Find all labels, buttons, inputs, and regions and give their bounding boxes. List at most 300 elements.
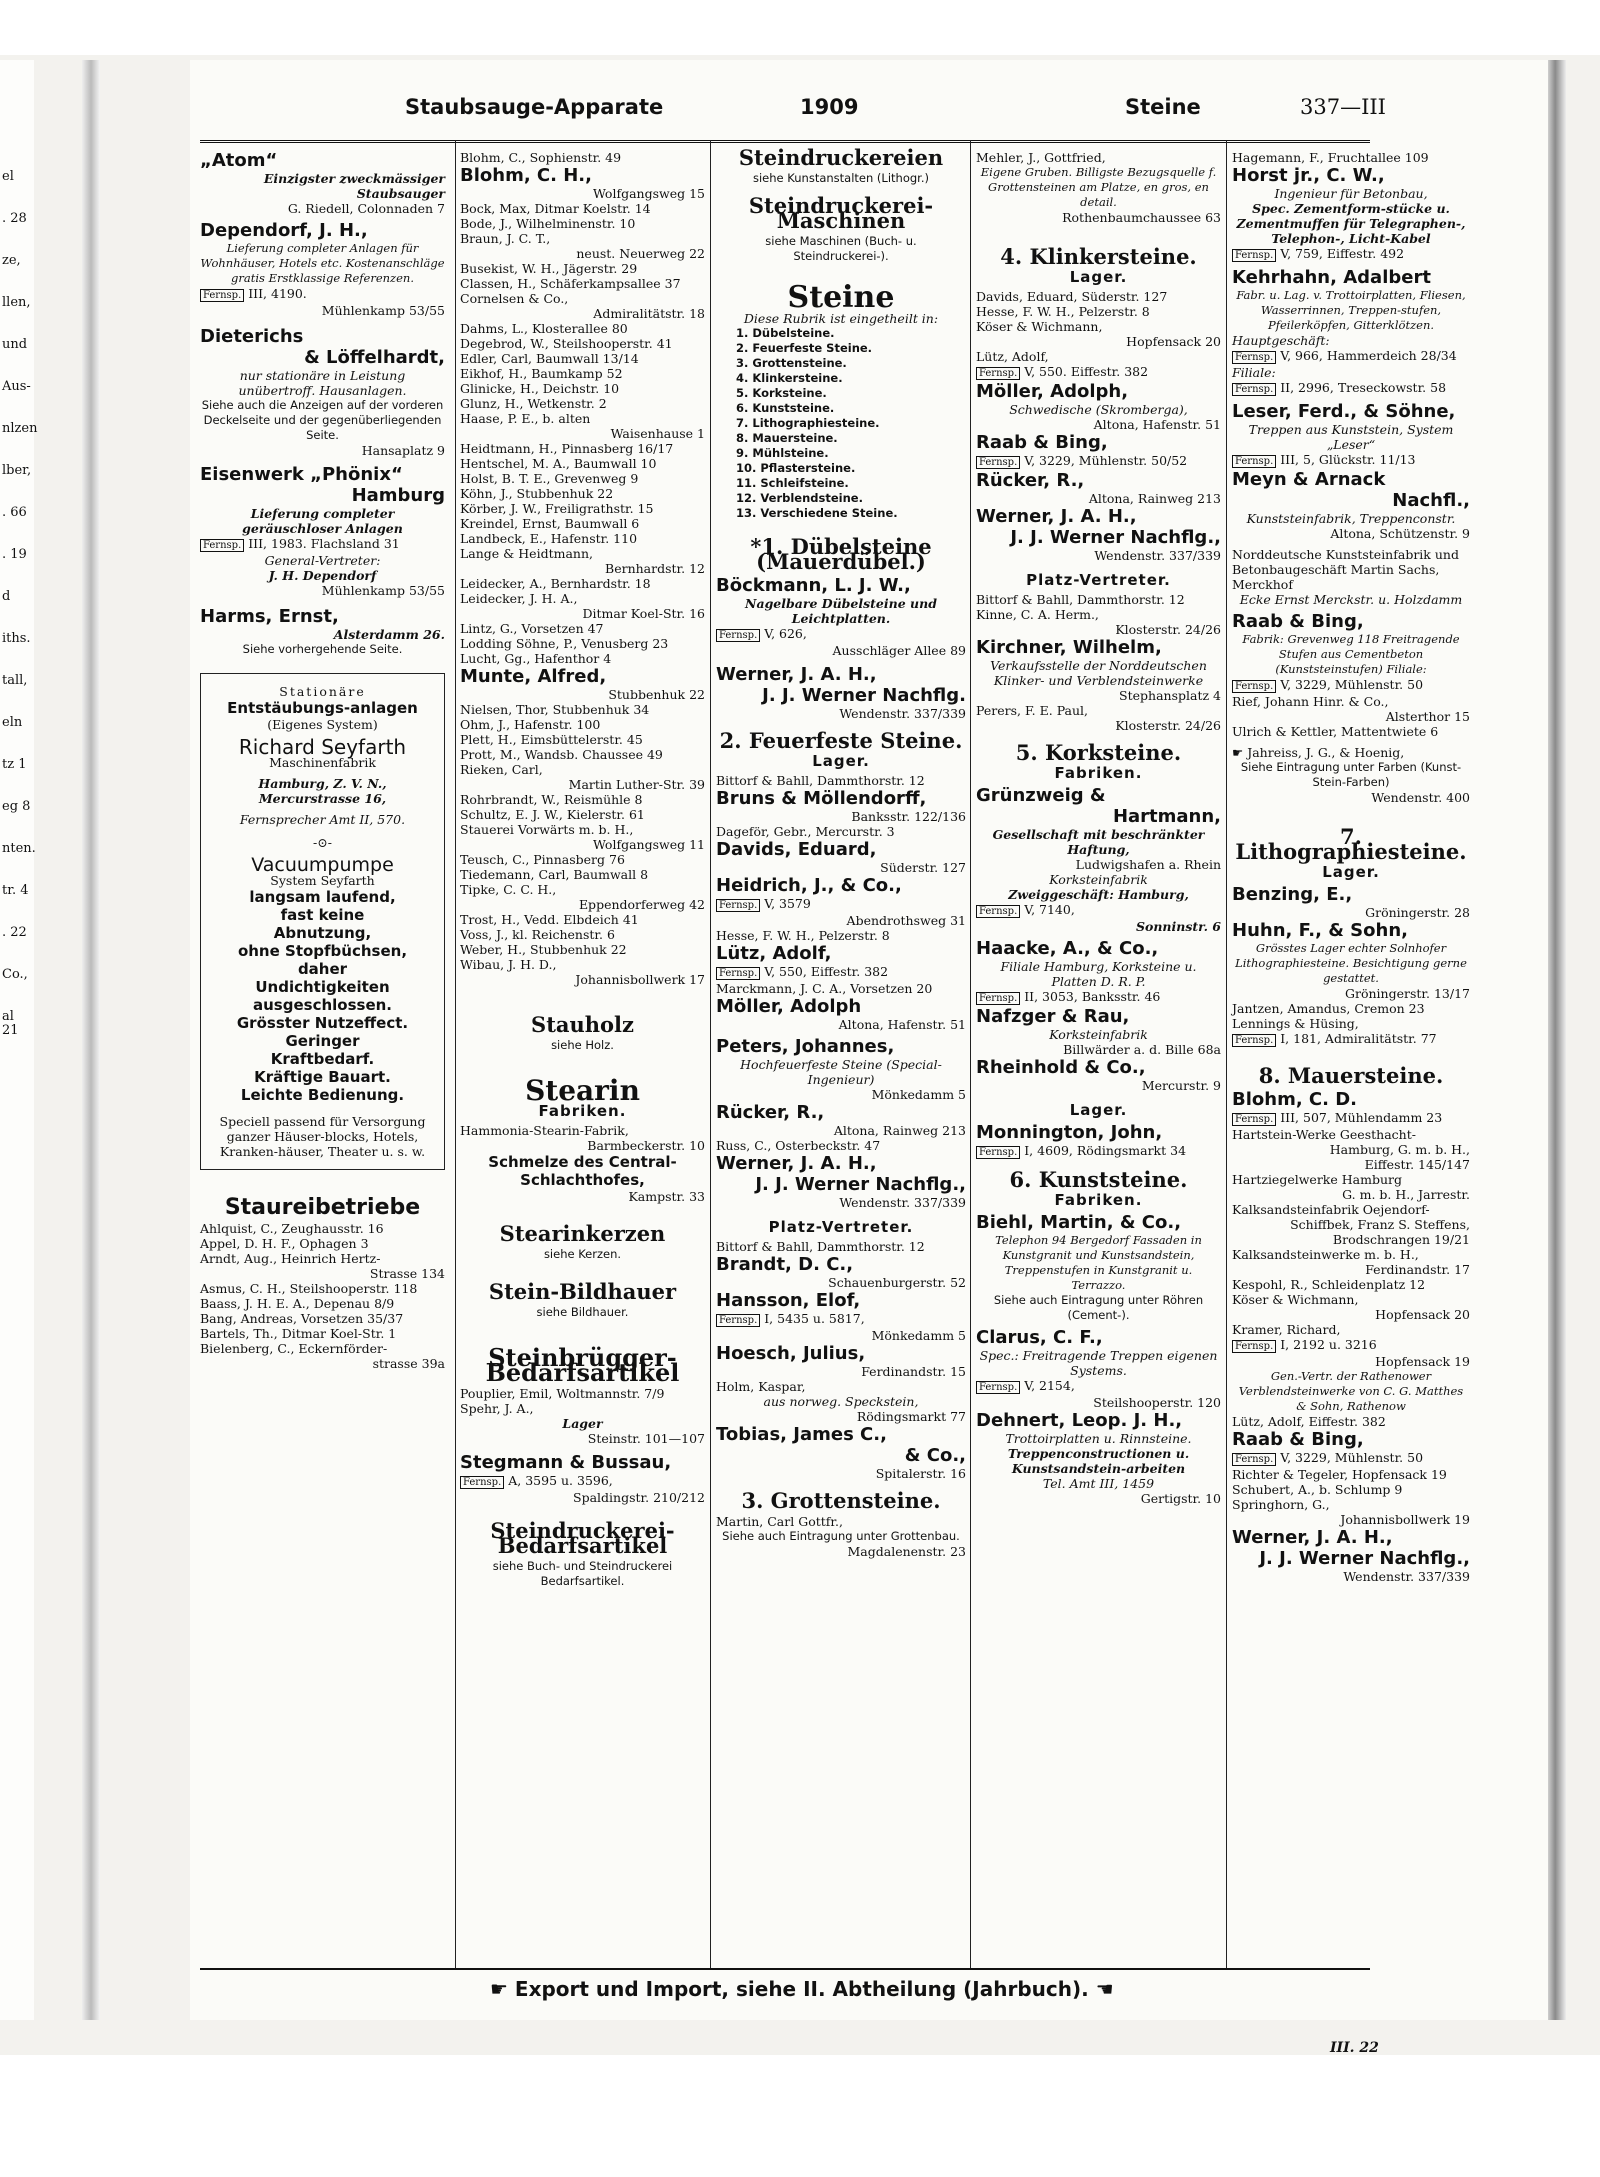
biehl-name: Biehl, Martin, & Co., <box>976 1212 1182 1233</box>
dehnert-addr: Gertigstr. 10 <box>1140 1491 1221 1506</box>
gruenzweig-phone-line <box>976 902 1221 919</box>
kehrhahn-phone2: II, 2996, Treseckowstr. 58 <box>1280 380 1447 395</box>
list-item: Geringer <box>285 1032 360 1050</box>
column-5 <box>1232 150 1470 1584</box>
tobias-name2: & Co., <box>904 1445 966 1466</box>
steine-intro: Diese Rubrik ist eingetheilt in: <box>743 311 939 326</box>
header-left: Staubsauge-Apparate <box>405 95 664 119</box>
list-item: Teusch, C., Pinnasberg 76 <box>460 852 625 867</box>
list-item: Rief, Johann Hinr. & Co., <box>1232 694 1389 709</box>
book-gutter <box>82 60 100 2020</box>
blohm-addr: Wolfgangsweg 15 <box>592 186 705 201</box>
c5-list3 <box>1232 1001 1470 1031</box>
horst-phone: V, 759, Eiffestr. 492 <box>1280 246 1405 261</box>
platz-title: Platz-Vertreter. <box>1026 571 1171 589</box>
ruecker-addr: Altona, Rainweg 213 <box>833 1123 966 1138</box>
list-item: Rieken, Carl, <box>460 762 543 777</box>
lennings-phone: I, 181, Admiralitätstr. 77 <box>1280 1031 1437 1046</box>
kirchner-desc: Verkaufsstelle der Norddeutschen Klinker- und Verblendsteinwerke <box>990 658 1207 688</box>
s5-lager: Lager. <box>1069 1101 1128 1119</box>
bruns-addr: Banksstr. 122/136 <box>851 809 966 824</box>
list-item: Admiralitätstr. 18 <box>593 306 705 321</box>
stauholz-title: Stauholz <box>531 1012 634 1037</box>
list-item: Landbeck, E., Hafenstr. 110 <box>460 531 638 546</box>
list-item: Lodding Söhne, P., Venusberg 23 <box>460 636 669 651</box>
phoenix-phone: III, 1983. Flachsland 31 <box>248 536 400 551</box>
huhn-addr: Gröningerstr. 13/17 <box>1345 986 1470 1001</box>
pointing-hand-icon: ☛ <box>1232 745 1244 760</box>
brandt-name: Brandt, D. C., <box>716 1254 854 1275</box>
list-item: Johannisbollwerk 19 <box>1340 1512 1470 1527</box>
platz-list <box>716 1239 966 1254</box>
kehrhahn-name: Kehrhahn, Adalbert <box>1232 267 1431 288</box>
hansson-phone-line <box>716 1311 966 1328</box>
list-item: Johannisbollwerk 17 <box>575 972 705 987</box>
gruenzweig-street: Sonninstr. 6 <box>1135 919 1221 934</box>
dieterichs-name2: & Löffelhardt, <box>304 347 445 368</box>
harms-name: Harms, Ernst, <box>200 606 339 627</box>
fernsp-label: Fernsp. <box>1232 1034 1276 1047</box>
werner-addr: Wendenstr. 337/339 <box>1094 548 1221 563</box>
ad-vac-sub: System Seyfarth <box>270 873 375 888</box>
werner-name: Werner, J. A. H., <box>976 506 1137 527</box>
fernsp-label: Fernsp. <box>976 992 1020 1005</box>
fernsp-label: Fernsp. <box>1232 455 1276 468</box>
moeller-name: Möller, Adolph, <box>976 381 1129 402</box>
column-divider <box>455 140 456 1970</box>
ruecker-name: Rücker, R., <box>976 470 1085 491</box>
haacke-phone: II, 3053, Banksstr. 46 <box>1024 989 1161 1004</box>
list-item: Martin, Carl Gottfr., <box>716 1514 843 1529</box>
raab-phone-line <box>1232 677 1470 694</box>
munte-addr: Stubbenhuk 22 <box>608 687 705 702</box>
jahreiss-addr: Wendenstr. 400 <box>1371 790 1470 805</box>
ad-vac: Vacuumpumpe <box>251 854 394 876</box>
s5-fab: Fabriken. <box>1054 764 1143 782</box>
benzing-addr: Gröningerstr. 28 <box>1365 905 1470 920</box>
gruenzweig-desc: Gesellschaft mit beschränkter Haftung, <box>992 827 1205 857</box>
raab2-phone: V, 3229, Mühlenstr. 50 <box>1280 1450 1424 1465</box>
previous-page-edge <box>0 60 38 2020</box>
heidrich-addr: Abendrothsweg 31 <box>846 913 966 928</box>
nafzger-addr: Billwärder a. d. Bille 68a <box>1063 1042 1221 1057</box>
luetz-phone: V, 550, Eiffestr. 382 <box>764 964 889 979</box>
harms-note: Siehe vorhergehende Seite. <box>242 642 403 656</box>
gruenzweig-name2: Hartmann, <box>1112 806 1221 827</box>
list-item: Alsterthor 15 <box>1385 709 1470 724</box>
jahreiss-line <box>1232 745 1470 760</box>
clarus-phone: V, 2154, <box>1024 1378 1075 1393</box>
werner-name: Werner, J. A. H., <box>1232 1527 1393 1548</box>
staurei-title: Staureibetriebe <box>224 1195 421 1220</box>
list-item: Bittorf & Bahll, Dammthorstr. 12 <box>716 773 925 788</box>
s4-title: 4. Klinkersteine. <box>1000 244 1197 269</box>
fernsp-label: Fernsp. <box>460 1476 504 1489</box>
margin-fragment: tz 1 <box>2 757 27 772</box>
nafzger-name: Nafzger & Rau, <box>976 1006 1130 1027</box>
c5-list1 <box>1232 150 1470 165</box>
header-page: 337—III <box>1300 95 1386 119</box>
kehrhahn-phone2-line <box>1232 380 1470 397</box>
phoenix-name2: Hamburg <box>351 485 445 506</box>
list-item: Hopfensack 20 <box>1375 1307 1470 1322</box>
benzing-name: Benzing, E., <box>1232 884 1353 905</box>
column-4 <box>976 150 1221 1506</box>
list-item: Eppendorferweg 42 <box>578 897 705 912</box>
list-item: Davids, Eduard, Süderstr. 127 <box>976 289 1168 304</box>
margin-fragment: und <box>2 337 28 352</box>
c5-list6 <box>1232 1467 1470 1527</box>
raab-desc: Fabrik: Grevenweg 118 Freitragende Stufen aus Cementbeton (Kunststeinstufen) Filiale: <box>1242 632 1460 676</box>
margin-fragment: . 66 <box>2 505 27 520</box>
horst-name: Horst jr., C. W., <box>1232 165 1385 186</box>
meyn-desc: Kunststeinfabrik, Treppenconstr. <box>1246 511 1456 526</box>
kehrhahn-haupt: Hauptgeschäft: <box>1232 333 1330 348</box>
list-item: Kramer, Richard, <box>1232 1322 1341 1337</box>
margin-fragment: . 22 <box>2 925 27 940</box>
list-item: Asmus, C. H., Steilshooperstr. 118 <box>200 1281 418 1296</box>
tobias-name: Tobias, James C., <box>716 1424 887 1445</box>
dehnert-phone: Tel. Amt III, 1459 <box>1042 1476 1155 1491</box>
list-item: Stauerei Vorwärts m. b. H., <box>460 822 634 837</box>
luetz-phone-line <box>716 964 966 981</box>
ad-divider: -⊙- <box>313 835 332 850</box>
clarus-phone-line <box>976 1378 1221 1395</box>
fernsp-label: Fernsp. <box>1232 1113 1276 1126</box>
s8-title: 8. Mauersteine. <box>1258 1063 1444 1088</box>
steindruckereien-title: Steindruckereien <box>738 145 944 170</box>
list-item: Heidtmann, H., Pinnasberg 16/17 <box>460 441 674 456</box>
list-item: fast keine <box>280 906 365 924</box>
column-3 <box>716 145 966 1559</box>
steine-title: Steine <box>787 280 895 315</box>
hansson-addr: Mönkedamm 5 <box>871 1328 966 1343</box>
list-item: Glinicke, H., Deichstr. 10 <box>460 381 620 396</box>
fernsp-label: Fernsp. <box>1232 383 1276 396</box>
column-1 <box>200 150 445 1371</box>
s7-lager: Lager. <box>1322 863 1380 881</box>
moeller-addr: Altona, Hafenstr. 51 <box>1093 417 1221 432</box>
perers-list <box>976 703 1221 733</box>
gruenzweig-sub: Korksteinfabrik <box>1049 872 1148 887</box>
steindruckereien-ref: siehe Kunstanstalten (Lithogr.) <box>753 171 929 185</box>
margin-fragment: el <box>2 169 14 184</box>
monnington-name: Monnington, John, <box>976 1122 1163 1143</box>
list-item: Tiedemann, Carl, Baumwall 8 <box>460 867 649 882</box>
phoenix-phone-line <box>200 536 445 553</box>
list-item: Brodschrangen 19/21 <box>1332 1232 1470 1247</box>
list-item: Cornelsen & Co., <box>460 291 569 306</box>
list-item: Hesse, F. W. H., Pelzerstr. 8 <box>716 928 890 943</box>
brandt-addr: Schauenburgerstr. 52 <box>828 1275 966 1290</box>
footer-rule <box>200 1968 1370 1970</box>
steinbildhauer-title: Stein-Bildhauer <box>488 1279 677 1304</box>
list-item: Bernhardstr. 12 <box>605 561 705 576</box>
fernsp-label: Fernsp. <box>716 629 760 642</box>
maschinen-ref: siehe Maschinen (Buch- u. Steindruckerei-). <box>765 234 917 263</box>
list-item: Grösster Nutzeffect. <box>236 1014 409 1032</box>
list-item: Bittorf & Bahll, Dammthorstr. 12 <box>716 1239 925 1254</box>
list-item: Klosterstr. 24/26 <box>1115 718 1221 733</box>
phoenix-desc: Lieferung completer geräuschloser Anlagen <box>242 506 403 536</box>
kehrhahn-desc: Fabr. u. Lag. v. Trottoirplatten, Fliesen, Wasserrinnen, Treppen-stufen, Pfeilerköpfen, Gitterklötzen. <box>1236 288 1466 332</box>
biehl-note: Siehe auch Eintragung unter Röhren (Cement-). <box>993 1293 1204 1322</box>
ad-line3: (Eigenes System) <box>267 717 378 732</box>
list-item: Plett, H., Eimsbüttelerstr. 45 <box>460 732 643 747</box>
stearin-sub: Fabriken. <box>538 1102 627 1120</box>
list-item: 10. Pflastersteine. <box>736 461 856 475</box>
page-code: III. 22 <box>1330 2040 1379 2056</box>
davids-name: Davids, Eduard, <box>716 839 877 860</box>
footer <box>490 1977 1114 2001</box>
s4-list1 <box>976 289 1221 364</box>
list-item: Nielsen, Thor, Stubbenhuk 34 <box>460 702 650 717</box>
mehler-addr: Rothenbaumchaussee 63 <box>1062 210 1221 225</box>
list-item: Marckmann, J. C. A., Vorsetzen 20 <box>716 981 933 996</box>
s2-list2 <box>716 824 966 839</box>
list-item: Lütz, Adolf, <box>976 349 1049 364</box>
list-item: Prott, M., Wandsb. Chaussee 49 <box>460 747 663 762</box>
list-item: Kalksandsteinfabrik Oejendorf- <box>1232 1202 1430 1217</box>
s3-list <box>716 1514 966 1529</box>
list-item: Leidecker, A., Bernhardstr. 18 <box>460 576 651 591</box>
list-item: Holst, B. T. E., Grevenweg 9 <box>460 471 639 486</box>
gruenzweig-branch: Zweiggeschäft: Hamburg, <box>1008 887 1189 902</box>
list-item: daher <box>297 960 348 978</box>
column-divider <box>710 140 711 1970</box>
haacke-desc: Filiale Hamburg, Korksteine u. Platten D. R. P. <box>1000 959 1197 989</box>
margin-fragment: nten. <box>2 841 36 856</box>
margin-fragment: ze, <box>2 253 21 268</box>
phoenix-rep: General-Vertreter: <box>264 553 381 568</box>
list-item: Haase, P. E., b. alten <box>460 411 591 426</box>
list-item: 5. Korksteine. <box>736 386 827 400</box>
raab2-phone-line <box>1232 1450 1470 1467</box>
luetz-phone: V, 550. Eiffestr. 382 <box>1024 364 1149 379</box>
list-item: 12. Verblendsteine. <box>736 491 863 505</box>
s2-list3 <box>716 928 966 943</box>
holm-line: Holm, Kaspar, <box>716 1379 806 1394</box>
list-item: Ohm, J., Hafenstr. 100 <box>460 717 601 732</box>
gruenzweig-phone: V, 7140, <box>1024 902 1075 917</box>
hoesch-addr: Ferdinandstr. 15 <box>861 1364 966 1379</box>
list-item: Hesse, F. W. H., Pelzerstr. 8 <box>976 304 1150 319</box>
steindruck-bed-ref: siehe Buch- und Steindruckerei Bedarfsartikel. <box>492 1559 673 1588</box>
list-item: Glunz, H., Wetkenstr. 2 <box>460 396 607 411</box>
dieterichs-name: Dieterichs <box>200 326 304 347</box>
hansson-phone: I, 5435 u. 5817, <box>764 1311 865 1326</box>
dieterichs-note: Siehe auch die Anzeigen auf der vorderen Deckelseite und der gegenüberliegenden Seite. <box>201 398 444 442</box>
boeckmann-phone-line <box>716 626 966 643</box>
list-item: Voss, J., kl. Reichenstr. 6 <box>460 927 615 942</box>
list-item: 6. Kunststeine. <box>736 401 835 415</box>
moeller-name: Möller, Adolph <box>716 996 862 1017</box>
list-item: Wolfgangsweg 11 <box>592 837 705 852</box>
fernsp-label: Fernsp. <box>976 905 1020 918</box>
c5-list5 <box>1232 1414 1470 1429</box>
margin-fragment: . 28 <box>2 211 27 226</box>
header-center: Steine <box>1125 95 1201 119</box>
holm-desc: aus norweg. Speckstein, <box>763 1394 919 1409</box>
seyfarth-advertisement <box>200 673 445 1170</box>
steinbruegger-title: Steinbrügger-Bedarfsartikel <box>485 1343 680 1387</box>
kehrhahn-filiale: Filiale: <box>1232 365 1276 380</box>
dependorf-phone-line <box>200 286 445 303</box>
ad-phone: Fernsprecher Amt II, 570. <box>239 812 406 827</box>
spehr-lager: Lager <box>562 1416 603 1431</box>
nafzger-desc: Korksteinfabrik <box>1049 1027 1148 1042</box>
list-item: Dahms, L., Klosterallee 80 <box>460 321 628 336</box>
list-item: ohne Stopfbüchsen, <box>237 942 408 960</box>
list-item: neust. Neuerweg 22 <box>576 246 705 261</box>
s2-lager: Lager. <box>812 752 870 770</box>
meyn-addr: Altona, Schützenstr. 9 <box>1330 526 1470 541</box>
tobias-addr: Spitalerstr. 16 <box>875 1466 966 1481</box>
werner2-addr: Wendenstr. 337/339 <box>839 1195 966 1210</box>
list-item: Pouplier, Emil, Woltmannstr. 7/9 <box>460 1386 665 1401</box>
list-item: Kreindel, Ernst, Baumwall 6 <box>460 516 640 531</box>
bruns-name: Bruns & Möllendorff, <box>716 788 927 809</box>
list-item: Eikhof, H., Baumkamp 52 <box>460 366 623 381</box>
peters-name: Peters, Johannes, <box>716 1036 895 1057</box>
phoenix-name: Eisenwerk „Phönix“ <box>200 464 403 485</box>
fernsp-label: Fernsp. <box>976 456 1020 469</box>
fernsp-label: Fernsp. <box>976 1146 1020 1159</box>
rheinhold-addr: Mercurstr. 9 <box>1141 1078 1221 1093</box>
stearin-list <box>460 1123 705 1153</box>
blohm-name: Blohm, C. D. <box>1232 1089 1358 1110</box>
huhn-desc: Grösstes Lager echter Solnhofer Lithographiesteine. Besichtigung gerne gestattet. <box>1235 941 1467 985</box>
list-item: 11. Schleifsteine. <box>736 476 849 490</box>
list-item: 13. Verschiedene Steine. <box>736 506 898 520</box>
list-item: Perers, F. E. Paul, <box>976 703 1089 718</box>
ad-company: Richard Seyfarth <box>238 735 407 759</box>
list-item: Jantzen, Amandus, Cremon 23 <box>1232 1001 1425 1016</box>
list-item: 3. Grottensteine. <box>736 356 847 370</box>
list-item: Ahlquist, C., Zeughausstr. 16 <box>200 1221 384 1236</box>
fernsp-label: Fernsp. <box>716 1314 760 1327</box>
boeckmann-phone: V, 626, <box>764 626 807 641</box>
werner1-name: Werner, J. A. H., <box>716 664 877 685</box>
heidrich-name: Heidrich, J., & Co., <box>716 875 902 896</box>
c2-list3 <box>460 702 705 987</box>
peters-desc: Hochfeuerfeste Steine (Special-Ingenieur) <box>740 1057 942 1087</box>
clarus-desc: Spec.: Freitragende Treppen eigenen Systems. <box>979 1348 1218 1378</box>
list-item: Bittorf & Bahll, Dammthorstr. 12 <box>976 592 1185 607</box>
stearinkerzen-ref: siehe Kerzen. <box>543 1247 622 1261</box>
list-item: Hammonia-Stearin-Fabrik, <box>460 1123 629 1138</box>
s6-fab: Fabriken. <box>1054 1191 1143 1209</box>
list-item: Ditmar Koel-Str. 16 <box>582 606 705 621</box>
schmelze-addr: Kampstr. 33 <box>628 1189 705 1204</box>
header-year: 1909 <box>800 95 859 119</box>
margin-fragment: Aus- <box>2 379 31 394</box>
werner-name2: J. J. Werner Nachflg., <box>1259 1548 1470 1569</box>
list-item: Blohm, C., Sophienstr. 49 <box>460 150 622 165</box>
s2-title: 2. Feuerfeste Steine. <box>719 728 963 753</box>
maschinen-title: Steindruckerei-Maschinen <box>748 193 934 233</box>
platz-title: Platz-Vertreter. <box>768 1218 914 1236</box>
jahreiss-name: Jahreiss, J. G., & Hoenig, <box>1247 745 1405 760</box>
list-item: Barmbeckerstr. 10 <box>587 1138 705 1153</box>
steine-index <box>716 326 966 521</box>
fernsp-label: Fernsp. <box>976 1381 1020 1394</box>
s4-lager: Lager. <box>1069 268 1128 286</box>
column-2 <box>460 150 705 1589</box>
raab2-name: Raab & Bing, <box>1232 1429 1364 1450</box>
list-item: Hartziegelwerke Hamburg <box>1232 1172 1402 1187</box>
margin-fragment: llen, <box>2 295 31 310</box>
list-item: Springhorn, G., <box>1232 1497 1330 1512</box>
dehnert-desc: Trottoirplatten u. Rinnsteine. <box>1005 1431 1192 1446</box>
list-item: Klosterstr. 24/26 <box>1115 622 1221 637</box>
list-item: Richter & Tegeler, Hopfensack 19 <box>1232 1467 1447 1482</box>
s2-list5 <box>716 1138 966 1153</box>
heidrich-phone-line <box>716 896 966 913</box>
kramer-phone: I, 2192 u. 3216 <box>1280 1337 1377 1352</box>
atom-title: „Atom“ <box>200 150 278 171</box>
kramer-phone-line <box>1232 1337 1470 1354</box>
list-item: Arndt, Aug., Heinrich Hertz- <box>200 1251 381 1266</box>
list-item: Hagemann, F., Fruchtallee 109 <box>1232 150 1429 165</box>
list-item: Strasse 134 <box>369 1266 445 1281</box>
list-item: 7. Lithographiesteine. <box>736 416 880 430</box>
list-item: Eiffestr. 145/147 <box>1364 1157 1470 1172</box>
page-edge-shadow <box>1548 60 1566 2020</box>
raab-name: Raab & Bing, <box>976 432 1108 453</box>
list-item: 1. Dübelsteine. <box>736 326 835 340</box>
ad-line2: Entstäubungs-anlagen <box>227 699 418 717</box>
blohm-name: Blohm, C. H., <box>460 165 592 186</box>
werner2-name: Werner, J. A. H., <box>716 1153 877 1174</box>
list-item: Lucht, Gg., Hafenthor 4 <box>460 651 612 666</box>
kehrhahn-phone1: V, 966, Hammerdeich 28/34 <box>1280 348 1457 363</box>
monnington-phone-line <box>976 1143 1221 1160</box>
rheinhold-name: Rheinhold & Co., <box>976 1057 1146 1078</box>
list-item: Tipke, C. C. H., <box>460 882 557 897</box>
luetz-phone-line <box>976 364 1221 381</box>
list-item: Classen, H., Schäferkampsallee 37 <box>460 276 681 291</box>
list-item: Undichtigkeiten <box>255 978 390 996</box>
list-item: Lütz, Adolf, Eiffestr. 382 <box>1232 1414 1386 1429</box>
margin-fragment: eg 8 <box>2 799 31 814</box>
werner-name2: J. J. Werner Nachflg., <box>1010 527 1221 548</box>
kramer-addr: Hopfensack 19 <box>1375 1354 1470 1369</box>
margin-fragment: tall, <box>2 673 28 688</box>
s5-title: 5. Korksteine. <box>1015 740 1182 765</box>
fernsp-label: Fernsp. <box>200 289 244 302</box>
list-item: Köhn, J., Stubbenhuk 22 <box>460 486 614 501</box>
dehnert-desc2: Treppenconstructionen u. Kunstsandstein-arbeiten <box>1007 1446 1190 1476</box>
list-item: Köser & Wichmann, <box>976 319 1103 334</box>
list-item: Schubert, A., b. Schlump 9 <box>1232 1482 1403 1497</box>
list-item: Hentschel, M. A., Baumwall 10 <box>460 456 657 471</box>
list-item: ausgeschlossen. <box>253 996 392 1014</box>
stegmann-name: Stegmann & Bussau, <box>460 1452 672 1473</box>
list-item: G. m. b. H., Jarrestr. <box>1342 1187 1470 1202</box>
list-item: Busekist, W. H., Jägerstr. 29 <box>460 261 638 276</box>
stegmann-phone-line <box>460 1473 705 1490</box>
column-divider <box>970 140 971 1970</box>
blohm-phone-line <box>1232 1110 1470 1127</box>
fernsp-label: Fernsp. <box>1232 351 1276 364</box>
peters-addr: Mönkedamm 5 <box>871 1087 966 1102</box>
list-item: Edler, Carl, Baumwall 13/14 <box>460 351 639 366</box>
kramer-desc: Gen.-Vertr. der Rathenower Verblendsteinwerke von C. G. Matthes & Sohn, Rathenow <box>1238 1369 1464 1413</box>
dieterichs-addr: Hansaplatz 9 <box>361 443 445 458</box>
list-item: Schultz, E. J. W., Kielerstr. 61 <box>460 807 645 822</box>
list-item: 8. Mauersteine. <box>736 431 838 445</box>
